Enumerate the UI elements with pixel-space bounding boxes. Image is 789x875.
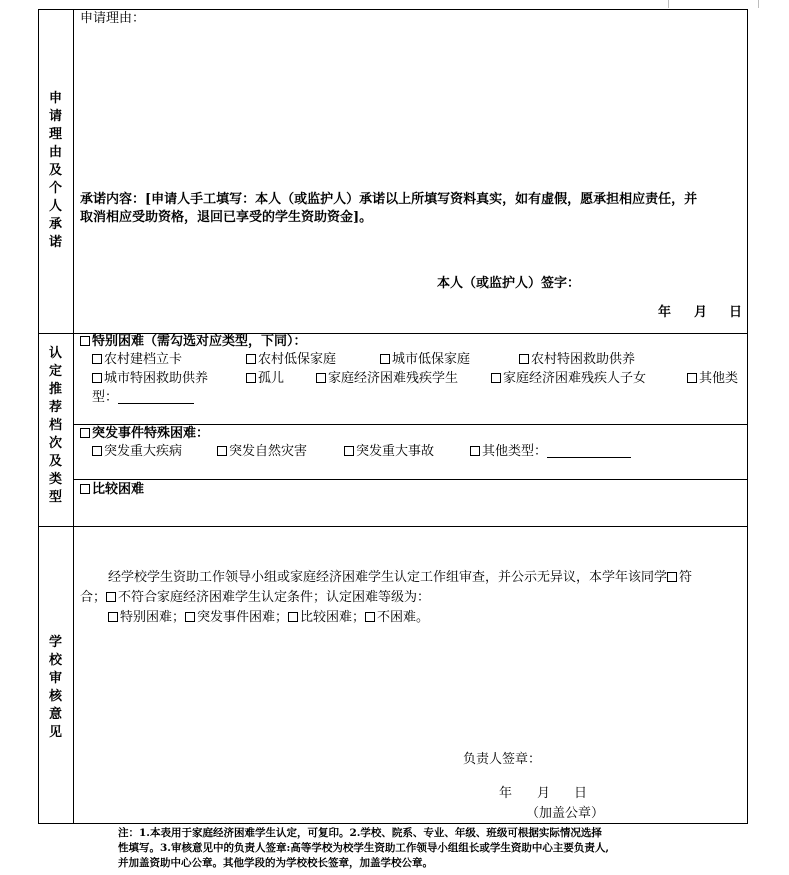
- checkbox[interactable]: [246, 354, 256, 364]
- level-special[interactable]: 特别困难；: [108, 610, 185, 625]
- option-urban-special-support[interactable]: 城市特困救助供养: [92, 370, 208, 388]
- checkbox[interactable]: [470, 446, 480, 456]
- relative-difficulty-checkbox[interactable]: [80, 484, 90, 494]
- footnote-line3: 并加盖资助中心公章。其他学段的为学校校长签章，加盖学校公章。: [118, 857, 433, 869]
- checkbox[interactable]: [246, 373, 256, 383]
- sudden-difficulty-checkbox[interactable]: [80, 428, 90, 438]
- ineligible-checkbox[interactable]: [106, 592, 116, 602]
- option-sudden-accident[interactable]: 突发重大事故: [344, 443, 434, 461]
- level-none[interactable]: 不困难。: [365, 610, 429, 625]
- signature-field[interactable]: [590, 275, 740, 293]
- checkbox[interactable]: [185, 612, 195, 622]
- section-label-application: 申 请 理 由 及 个 人 承 诺: [48, 91, 62, 250]
- checkbox[interactable]: [92, 354, 102, 364]
- reason-field[interactable]: [80, 18, 740, 188]
- row-divider: [38, 526, 748, 527]
- other-type-input[interactable]: [118, 389, 194, 404]
- level-relative[interactable]: 比较困难；: [288, 610, 365, 625]
- special-difficulty-title: 特别困难（需勾选对应类型，下同）：: [92, 334, 307, 349]
- option-disabled-parent-child[interactable]: 家庭经济困难残疾人子女: [491, 370, 646, 388]
- section-label-recommendation: 认 定 推 荐 档 次 及 类 型: [48, 346, 62, 505]
- footnote-line1: 注：1.本表用于家庭经济困难学生认定，可复印。2.学校、院系、专业、年级、班级可根据实际情况选择: [118, 827, 602, 839]
- checkbox[interactable]: [344, 446, 354, 456]
- checkbox[interactable]: [92, 373, 102, 383]
- checkbox[interactable]: [365, 612, 375, 622]
- sub-row-divider: [73, 479, 748, 480]
- difficulty-level-options: [108, 609, 429, 627]
- responsible-sign-field[interactable]: [545, 751, 735, 769]
- special-difficulty-checkbox[interactable]: [80, 336, 90, 346]
- checkbox[interactable]: [519, 354, 529, 364]
- checkbox[interactable]: [380, 354, 390, 364]
- checkbox[interactable]: [288, 612, 298, 622]
- checkbox[interactable]: [92, 446, 102, 456]
- sudden-difficulty-heading: [80, 425, 209, 443]
- other-type-label: 型：: [92, 389, 194, 407]
- commitment-text-line2: 取消相应受助资格，退回已享受的学生资助资金]。: [80, 210, 373, 225]
- checkbox[interactable]: [217, 446, 227, 456]
- option-disabled-student[interactable]: 家庭经济困难残疾学生: [316, 370, 458, 388]
- relative-difficulty-title: 比较困难: [92, 482, 145, 497]
- header-rule: [668, 0, 669, 8]
- footnote-line2: 性填写。3.审核意见中的负责人签章:高等学校为校学生资助工作领导小组组长或学生资助中心主要负责人,: [118, 842, 609, 854]
- signature-label: 本人（或监护人）签字：: [437, 276, 581, 291]
- option-rural-low-income[interactable]: 农村低保家庭: [246, 351, 336, 369]
- option-other-special[interactable]: 其他类: [687, 370, 738, 388]
- checkbox[interactable]: [491, 373, 501, 383]
- checkbox[interactable]: [108, 612, 118, 622]
- review-statement-line1: 经学校学生资助工作领导小组或家庭经济困难学生认定工作组审查，并公示无异议，本学年该同学 符: [108, 570, 693, 585]
- review-date-year: 年: [499, 786, 513, 801]
- date-year: 年: [658, 305, 672, 320]
- section-label-school-review: 学 校 审 核 意 见: [48, 635, 62, 740]
- checkbox[interactable]: [687, 373, 697, 383]
- relative-difficulty-heading: [80, 481, 144, 499]
- responsible-sign-label: 负责人签章：: [463, 752, 542, 767]
- option-sudden-illness[interactable]: 突发重大疾病: [92, 443, 182, 461]
- option-sudden-other[interactable]: 其他类型：: [470, 443, 631, 461]
- eligible-checkbox[interactable]: [667, 572, 677, 582]
- date-day: 日: [729, 305, 743, 320]
- column-divider: [73, 9, 74, 824]
- header-rule: [758, 0, 759, 8]
- option-rural-registered[interactable]: 农村建档立卡: [92, 351, 182, 369]
- commitment-text-line1: 承诺内容：[申请人手工填写：本人（或监护人）承诺以上所填写资料真实，如有虚假，愿承担相应责任，并: [80, 192, 698, 207]
- reason-label: 申请理由：: [80, 11, 146, 26]
- review-date-month: 月: [537, 786, 551, 801]
- sudden-difficulty-title: 突发事件特殊困难：: [92, 426, 210, 441]
- sudden-other-input[interactable]: [547, 443, 631, 458]
- level-sudden[interactable]: 突发事件困难；: [185, 610, 288, 625]
- option-sudden-disaster[interactable]: 突发自然灾害: [217, 443, 307, 461]
- review-date-day: 日: [574, 786, 588, 801]
- option-rural-special-support[interactable]: 农村特困救助供养: [519, 351, 635, 369]
- option-orphan[interactable]: 孤儿: [246, 370, 284, 388]
- review-statement-line2: 合； 不符合家庭经济困难学生认定条件；认定困难等级为：: [80, 590, 431, 605]
- date-month: 月: [694, 305, 708, 320]
- special-difficulty-heading: [80, 333, 307, 351]
- checkbox[interactable]: [316, 373, 326, 383]
- option-urban-low-income[interactable]: 城市低保家庭: [380, 351, 470, 369]
- official-seal-note: （加盖公章）: [526, 806, 605, 821]
